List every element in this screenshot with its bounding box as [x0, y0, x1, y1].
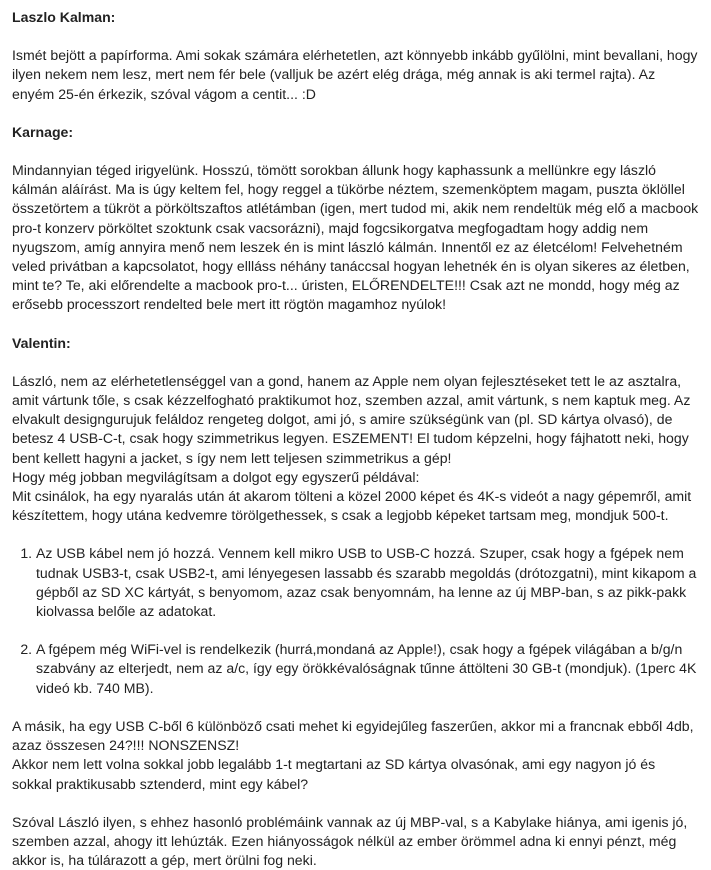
list-item: 2. A fgépem még WiFi-vel is rendelkezik (hurrá,mondaná az Apple!), csak hogy a fgépek világában a b/g/n szabvány az elterjedt, nem az a/c, így egy örökkévalóságnak tűnne áttölteni 30 GB-t (mondjuk). (1perc 4K videó kb. 740 MB). [36, 640, 699, 698]
comment-author: Karnage: [12, 123, 74, 140]
comment-author: Valentin: [12, 334, 71, 351]
comment-text: Ismét bejött a papírforma. Ami sokak számára elérhetetlen, azt könnyebb inkább gyűlölni, mint bevallani, hogy ilyen nekem nem lesz, mert nem fér bele (valljuk be azért elég drága, még annak is aki termel rajta). Az enyém 25-én érkezik, szóval vágom a centit... :D [12, 47, 698, 102]
comment-text: Mindannyian téged irigyelünk. Hosszú, tömött sorokban állunk hogy kaphassunk a mellünkre egy lászló kálmán aláírást. Ma is úgy keltem fel, hogy reggel a tükörbe néztem, szemenköptem magam, puszta öklöllel összetörtem a tükröt a pörköltszaftos atlétámban (igen, mert tudod mi, akik nem rendeltük még elő a macbook pro-t konzerv pörköltet szoktunk csak vacsorázni), majd fogcsikorgatva megfogadtam hogy addig nem nyugszom, amíg annyira menő nem leszek én is mint lászló kálmán. Innentől ez az életcélom! Felvehetném veled privátban a kapcsolatot, hogy ellláss néhány tanáccsal hogyan lehetnék én is olyan sikeres az életben, mint te? Te, aki előrendelte a macbook pro-t... úristen, ELŐRENDELTE!!! Csak azt ne mondd, hogy még az erősebb processzort rendelted bele mert itt rögtön magamhoz nyúlok! [12, 162, 699, 313]
comment-text: Mit csinálok, ha egy nyaralás után át akarom tölteni a közel 2000 képet és 4K-s videót a nagy gépemről, amit készítettem, hogy utána kedvemre törölgethessek, s csak a legjobb képeket tartsam meg, mondjuk 500-t. [12, 488, 692, 524]
comment-text: László, nem az elérhetetlenséggel van a gond, hanem az Apple nem olyan fejlesztéseket tett le az asztalra, amit vártunk tőle, s csak kézzelfogható praktikumot hoz, szemben azzal, amit vártunk, s nem kaptuk meg. Az elvakult designgurujuk feláldoz rengeteg dolgot, ami jó, s amire szükségünk van (pl. SD kártya olvasó), de betesz 4 USB-C-t, csak hogy szimmetrikus legyen. ESZEMENT! El tudom képzelni, hogy fájhatott neki, hogy bent kellett hagyni a jacket, s így nem lett teljesen szimmetrikus a gép! [12, 372, 691, 466]
comment-text: Hogy még jobban megvilágítsam a dolgot egy egyszerű példával: [12, 468, 420, 485]
comment-text: A másik, ha egy USB C-ből 6 különböző csati mehet ki egyidejűleg faszerűen, akkor mi a francnak ebből 4db, azaz összesen 24?!!! NONSZENSZ! [12, 717, 694, 754]
list-item: 1. Az USB kábel nem jó hozzá. Vennem kell mikro USB to USB-C hozzá. Szuper, csak hogy a fgépek nem tudnak USB3-t, csak USB2-t, ami lényegesen lassabb és szarabb megoldás (drótozgatni), mint kikapom a gépből az SD XC kártyát, s benyomom, azaz csak benyomnám, ha lenne az új MBP-ban, s az pikk-pakk kiolvassa belőle az adatokat. [36, 544, 699, 621]
comment-text: Akkor nem lett volna sokkal jobb legalább 1-t megtartani az SD kártya olvasónak, ami egy nagyon jó és sokkal praktikusabb sztenderd, mint egy kábel? [12, 756, 656, 792]
comment-author: Laszlo Kalman: [12, 9, 116, 25]
comment-text: Szóval László ilyen, s ehhez hasonló problémáink vannak az új MBP-val, s a Kabylake hiánya, ami igenis jó, szemben azzal, ahogy itt lehúzták. Ezen hiányosságok nélkül az ember örömmel adna ki ennyi pénzt, még akkor is, ha túlárazott a gép, mert örülni fog neki. [12, 813, 688, 869]
numbered-list [12, 544, 699, 697]
